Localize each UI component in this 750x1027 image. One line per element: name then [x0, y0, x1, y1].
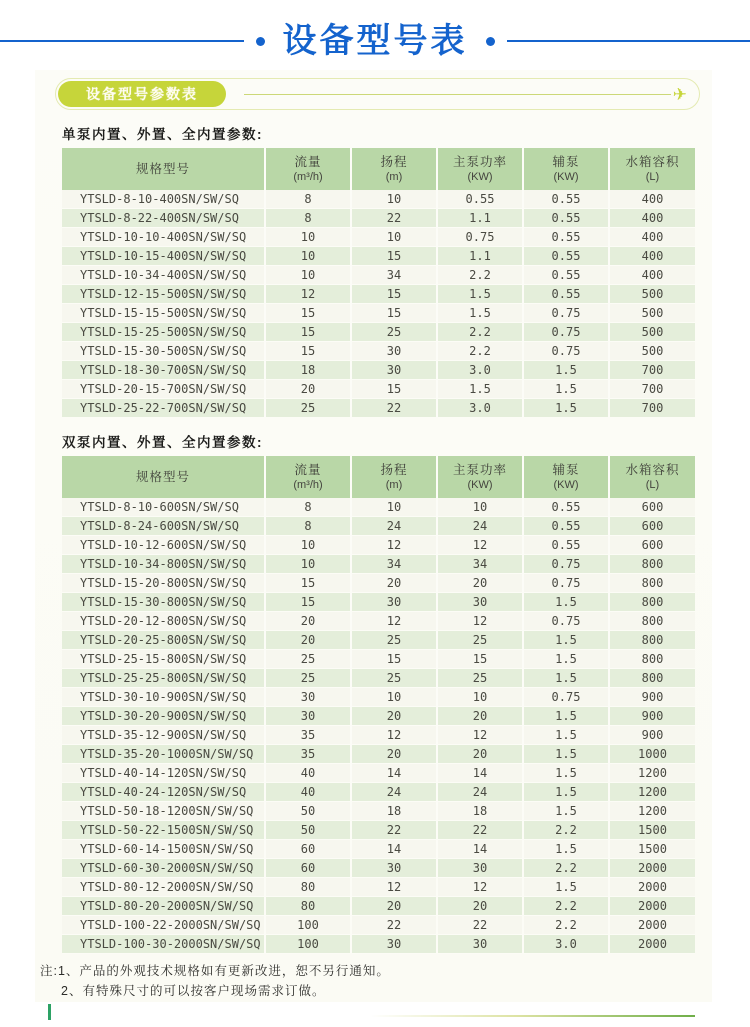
table-row [62, 897, 695, 916]
section-banner [55, 78, 700, 110]
table-cell: 10 [437, 688, 523, 707]
table-cell: 10 [351, 688, 437, 707]
table-cell: YTSLD-40-14-120SN/SW/SQ [62, 764, 265, 783]
table-cell: 800 [609, 555, 695, 574]
table-cell: YTSLD-30-20-900SN/SW/SQ [62, 707, 265, 726]
column-header: 辅泵 (KW) [523, 148, 609, 190]
table-cell: 1000 [609, 745, 695, 764]
table-cell: 22 [351, 209, 437, 228]
table-cell: 0.55 [523, 517, 609, 536]
table-cell: 0.75 [437, 228, 523, 247]
table-cell: 20 [351, 707, 437, 726]
table-cell: 800 [609, 574, 695, 593]
table-cell: YTSLD-15-30-800SN/SW/SQ [62, 593, 265, 612]
table-cell: 0.75 [523, 612, 609, 631]
table-cell: 30 [437, 935, 523, 954]
table-cell: 22 [351, 916, 437, 935]
title-rule-left [0, 40, 244, 42]
table-cell: 20 [351, 574, 437, 593]
table-cell: 0.75 [523, 342, 609, 361]
table-cell: 25 [351, 631, 437, 650]
table-cell: 400 [609, 190, 695, 209]
single-pump-table [62, 148, 695, 418]
table-cell: 12 [351, 536, 437, 555]
table-cell: 20 [351, 745, 437, 764]
table-header-row [62, 148, 695, 190]
table-cell: 15 [265, 593, 351, 612]
table-cell: YTSLD-18-30-700SN/SW/SQ [62, 361, 265, 380]
table-cell: 1.5 [523, 380, 609, 399]
table-cell: 22 [351, 821, 437, 840]
table-cell: YTSLD-15-20-800SN/SW/SQ [62, 574, 265, 593]
footnote-2: 2、有特殊尺寸的可以按客户现场需求订做。 [40, 981, 712, 1001]
table-cell: YTSLD-80-12-2000SN/SW/SQ [62, 878, 265, 897]
table-cell: 40 [265, 783, 351, 802]
table-cell: 1200 [609, 783, 695, 802]
column-header: 主泵功率 (KW) [437, 148, 523, 190]
table-cell: 30 [437, 593, 523, 612]
column-header: 规格型号 [62, 456, 265, 498]
table-row [62, 574, 695, 593]
table-cell: YTSLD-60-30-2000SN/SW/SQ [62, 859, 265, 878]
table-cell: 1.5 [523, 783, 609, 802]
table-row [62, 190, 695, 209]
table-cell: 1.5 [523, 745, 609, 764]
table-cell: 14 [351, 764, 437, 783]
table-cell: 35 [265, 726, 351, 745]
table-cell: 15 [351, 650, 437, 669]
column-header: 辅泵 (KW) [523, 456, 609, 498]
table-row [62, 361, 695, 380]
table-cell: YTSLD-50-18-1200SN/SW/SQ [62, 802, 265, 821]
table-cell: 15 [351, 285, 437, 304]
page-title-row [0, 18, 750, 64]
table-cell: 600 [609, 536, 695, 555]
table-cell: 1.5 [523, 707, 609, 726]
table-cell: YTSLD-10-15-400SN/SW/SQ [62, 247, 265, 266]
table-cell: 10 [351, 498, 437, 517]
table-cell: YTSLD-12-15-500SN/SW/SQ [62, 285, 265, 304]
table-cell: 0.55 [523, 190, 609, 209]
table-cell: 30 [437, 859, 523, 878]
column-header: 扬程 (m) [351, 456, 437, 498]
table-cell: YTSLD-20-25-800SN/SW/SQ [62, 631, 265, 650]
table-cell: 20 [265, 631, 351, 650]
table-cell: 1.5 [523, 650, 609, 669]
table-cell: 10 [265, 228, 351, 247]
banner-rule [244, 94, 671, 95]
table-cell: YTSLD-20-12-800SN/SW/SQ [62, 612, 265, 631]
table-cell: 400 [609, 228, 695, 247]
table-cell: 12 [437, 612, 523, 631]
table-cell: 20 [265, 380, 351, 399]
table-cell: YTSLD-10-34-800SN/SW/SQ [62, 555, 265, 574]
table-cell: 24 [351, 783, 437, 802]
table-cell: 12 [351, 612, 437, 631]
table-row [62, 631, 695, 650]
table-cell: 10 [437, 498, 523, 517]
table-cell: 1500 [609, 840, 695, 859]
table-row [62, 688, 695, 707]
table-row [62, 878, 695, 897]
table-row [62, 669, 695, 688]
table-row [62, 555, 695, 574]
table-cell: 20 [437, 897, 523, 916]
table-row [62, 304, 695, 323]
table-cell: 2.2 [437, 342, 523, 361]
table-cell: YTSLD-8-22-400SN/SW/SQ [62, 209, 265, 228]
table-row [62, 228, 695, 247]
table-cell: 12 [437, 878, 523, 897]
double-pump-table [62, 456, 695, 954]
table-cell: 30 [351, 593, 437, 612]
table-cell: 2.2 [523, 859, 609, 878]
table-cell: 18 [265, 361, 351, 380]
table-cell: 0.55 [523, 285, 609, 304]
table-cell: 1.5 [523, 802, 609, 821]
table-cell: YTSLD-15-30-500SN/SW/SQ [62, 342, 265, 361]
section-heading-single-pump: 单泵内置、外置、全内置参数: [62, 123, 712, 143]
table-cell: 15 [351, 247, 437, 266]
table-cell: YTSLD-30-10-900SN/SW/SQ [62, 688, 265, 707]
table-cell: 900 [609, 688, 695, 707]
table-cell: 60 [265, 840, 351, 859]
table-row [62, 783, 695, 802]
table-row [62, 821, 695, 840]
table-cell: 18 [437, 802, 523, 821]
table-cell: 0.75 [523, 555, 609, 574]
table-row [62, 840, 695, 859]
table-cell: 500 [609, 304, 695, 323]
page-title: 设备型号表 [283, 24, 468, 58]
table-cell: 34 [351, 555, 437, 574]
table-cell: 1.1 [437, 209, 523, 228]
table-cell: 700 [609, 380, 695, 399]
table-row [62, 935, 695, 954]
table-cell: 2.2 [437, 323, 523, 342]
table-row [62, 536, 695, 555]
spec-sheet [35, 70, 712, 1002]
table-cell: 12 [351, 726, 437, 745]
title-rule-right [507, 40, 750, 42]
table-cell: 30 [351, 935, 437, 954]
table-cell: 10 [265, 536, 351, 555]
column-header: 扬程 (m) [351, 148, 437, 190]
table-row [62, 209, 695, 228]
table-cell: 0.75 [523, 323, 609, 342]
table-cell: YTSLD-40-24-120SN/SW/SQ [62, 783, 265, 802]
table-cell: 2.2 [437, 266, 523, 285]
table-cell: 14 [437, 764, 523, 783]
table-cell: 34 [437, 555, 523, 574]
table-cell: 1.5 [523, 593, 609, 612]
table-row [62, 859, 695, 878]
table-cell: 0.55 [437, 190, 523, 209]
table-cell: 30 [265, 707, 351, 726]
table-cell: 15 [437, 650, 523, 669]
table-cell: 1.5 [437, 304, 523, 323]
table-row [62, 726, 695, 745]
table-cell: 0.75 [523, 304, 609, 323]
table-cell: 500 [609, 323, 695, 342]
table-cell: YTSLD-50-22-1500SN/SW/SQ [62, 821, 265, 840]
table-cell: 400 [609, 266, 695, 285]
table-cell: 1.5 [523, 669, 609, 688]
table-cell: 15 [265, 323, 351, 342]
table-cell: 8 [265, 517, 351, 536]
table-cell: 22 [437, 916, 523, 935]
table-cell: 15 [265, 574, 351, 593]
bottom-gradient-rule [370, 1015, 695, 1017]
table-cell: 1.1 [437, 247, 523, 266]
table-cell: 35 [265, 745, 351, 764]
table-cell: 2000 [609, 935, 695, 954]
table-row [62, 707, 695, 726]
table-cell: 1.5 [523, 764, 609, 783]
table-row [62, 745, 695, 764]
table-cell: 14 [437, 840, 523, 859]
table-cell: 24 [437, 517, 523, 536]
table-cell: 10 [265, 555, 351, 574]
table-cell: 1.5 [523, 878, 609, 897]
table-cell: YTSLD-25-15-800SN/SW/SQ [62, 650, 265, 669]
table-cell: 25 [437, 631, 523, 650]
table-row [62, 342, 695, 361]
table-cell: YTSLD-10-34-400SN/SW/SQ [62, 266, 265, 285]
table-row [62, 380, 695, 399]
table-row [62, 593, 695, 612]
table-row [62, 764, 695, 783]
table-cell: 25 [437, 669, 523, 688]
table-cell: 80 [265, 878, 351, 897]
banner-label: 设备型号参数表 [58, 81, 226, 107]
table-cell: 2.2 [523, 897, 609, 916]
title-bullet-right [486, 37, 495, 46]
table-cell: 800 [609, 669, 695, 688]
footnote-1: 注:1、产品的外观技术规格如有更新改进，恕不另行通知。 [40, 961, 712, 981]
table-cell: 100 [265, 935, 351, 954]
table-cell: 2.2 [523, 821, 609, 840]
table-cell: 12 [351, 878, 437, 897]
table-cell: YTSLD-60-14-1500SN/SW/SQ [62, 840, 265, 859]
table-cell: 2000 [609, 859, 695, 878]
section-heading-double-pump: 双泵内置、外置、全内置参数: [62, 431, 712, 451]
table-cell: 10 [351, 190, 437, 209]
table-cell: 8 [265, 209, 351, 228]
table-cell: 400 [609, 247, 695, 266]
table-cell: 600 [609, 517, 695, 536]
table-cell: YTSLD-100-30-2000SN/SW/SQ [62, 935, 265, 954]
table-cell: 15 [265, 304, 351, 323]
table-cell: 25 [351, 669, 437, 688]
table-cell: YTSLD-8-10-600SN/SW/SQ [62, 498, 265, 517]
table-cell: 1500 [609, 821, 695, 840]
table-cell: 1.5 [523, 361, 609, 380]
table-cell: 400 [609, 209, 695, 228]
table-cell: 40 [265, 764, 351, 783]
table-cell: 800 [609, 650, 695, 669]
table-cell: 0.55 [523, 498, 609, 517]
table-cell: 30 [265, 688, 351, 707]
table-cell: 24 [351, 517, 437, 536]
table-cell: 2.2 [523, 916, 609, 935]
table-row [62, 517, 695, 536]
table-cell: 0.75 [523, 688, 609, 707]
table-cell: 1200 [609, 802, 695, 821]
table-cell: 25 [265, 669, 351, 688]
table-cell: 1.5 [523, 840, 609, 859]
table-cell: 18 [351, 802, 437, 821]
table-cell: 30 [351, 361, 437, 380]
table-cell: YTSLD-35-20-1000SN/SW/SQ [62, 745, 265, 764]
table-cell: 22 [437, 821, 523, 840]
table-cell: 700 [609, 361, 695, 380]
table-cell: 10 [265, 247, 351, 266]
table-cell: 22 [351, 399, 437, 418]
table-row [62, 612, 695, 631]
table-cell: 20 [437, 574, 523, 593]
table-cell: 20 [437, 745, 523, 764]
column-header: 流量 (m³/h) [265, 148, 351, 190]
table-cell: 500 [609, 285, 695, 304]
bottom-decoration-area [35, 1001, 712, 1027]
table-cell: YTSLD-10-10-400SN/SW/SQ [62, 228, 265, 247]
table-cell: 1.5 [437, 285, 523, 304]
table-cell: YTSLD-10-12-600SN/SW/SQ [62, 536, 265, 555]
column-header: 规格型号 [62, 148, 265, 190]
table-cell: 12 [437, 536, 523, 555]
table-cell: 1.5 [523, 399, 609, 418]
table-cell: 50 [265, 802, 351, 821]
table-row [62, 916, 695, 935]
column-header: 水箱容积 (L) [609, 148, 695, 190]
green-tick-mark [48, 1004, 51, 1020]
table-cell: 700 [609, 399, 695, 418]
table-cell: 2000 [609, 897, 695, 916]
table-cell: YTSLD-35-12-900SN/SW/SQ [62, 726, 265, 745]
table-cell: 500 [609, 342, 695, 361]
column-header: 水箱容积 (L) [609, 456, 695, 498]
table-cell: 30 [351, 342, 437, 361]
table-row [62, 498, 695, 517]
table-row [62, 323, 695, 342]
footnotes [40, 961, 712, 1001]
table-cell: 30 [351, 859, 437, 878]
table-cell: 12 [437, 726, 523, 745]
table-cell: 10 [351, 228, 437, 247]
table-cell: 1.5 [437, 380, 523, 399]
table-cell: YTSLD-25-22-700SN/SW/SQ [62, 399, 265, 418]
table-cell: 20 [265, 612, 351, 631]
table-cell: 15 [351, 380, 437, 399]
table-cell: 12 [265, 285, 351, 304]
table-cell: YTSLD-25-25-800SN/SW/SQ [62, 669, 265, 688]
table-cell: YTSLD-20-15-700SN/SW/SQ [62, 380, 265, 399]
table-row [62, 650, 695, 669]
table-cell: 34 [351, 266, 437, 285]
table-cell: 0.55 [523, 228, 609, 247]
table-cell: 10 [265, 266, 351, 285]
table-cell: 800 [609, 612, 695, 631]
table-cell: 0.55 [523, 536, 609, 555]
table-cell: 24 [437, 783, 523, 802]
table-cell: 900 [609, 707, 695, 726]
table-cell: YTSLD-8-10-400SN/SW/SQ [62, 190, 265, 209]
table-cell: 15 [351, 304, 437, 323]
table-cell: YTSLD-100-22-2000SN/SW/SQ [62, 916, 265, 935]
table-cell: 0.55 [523, 209, 609, 228]
table-cell: 15 [265, 342, 351, 361]
table-cell: 0.75 [523, 574, 609, 593]
table-cell: 2000 [609, 878, 695, 897]
table-cell: 80 [265, 897, 351, 916]
table-row [62, 285, 695, 304]
table-cell: 0.55 [523, 266, 609, 285]
table-cell: 50 [265, 821, 351, 840]
table-cell: YTSLD-8-24-600SN/SW/SQ [62, 517, 265, 536]
column-header: 流量 (m³/h) [265, 456, 351, 498]
table-cell: 8 [265, 498, 351, 517]
table-cell: 2000 [609, 916, 695, 935]
table-cell: 600 [609, 498, 695, 517]
table-cell: 900 [609, 726, 695, 745]
table-cell: 25 [265, 399, 351, 418]
table-cell: 3.0 [437, 361, 523, 380]
table-row [62, 266, 695, 285]
table-cell: 20 [437, 707, 523, 726]
table-row [62, 802, 695, 821]
table-row [62, 399, 695, 418]
table-cell: 1200 [609, 764, 695, 783]
table-cell: 1.5 [523, 631, 609, 650]
table-cell: 25 [351, 323, 437, 342]
table-cell: 800 [609, 593, 695, 612]
table-cell: YTSLD-80-20-2000SN/SW/SQ [62, 897, 265, 916]
column-header: 主泵功率 (KW) [437, 456, 523, 498]
table-cell: 14 [351, 840, 437, 859]
plane-icon: ✈ [673, 86, 687, 103]
table-cell: 20 [351, 897, 437, 916]
table-cell: YTSLD-15-15-500SN/SW/SQ [62, 304, 265, 323]
table-cell: 0.55 [523, 247, 609, 266]
table-cell: 60 [265, 859, 351, 878]
table-cell: 8 [265, 190, 351, 209]
title-bullet-left [256, 37, 265, 46]
table-cell: 25 [265, 650, 351, 669]
table-cell: 1.5 [523, 726, 609, 745]
table-header-row [62, 456, 695, 498]
table-cell: 800 [609, 631, 695, 650]
table-cell: 3.0 [523, 935, 609, 954]
table-cell: 3.0 [437, 399, 523, 418]
table-cell: 100 [265, 916, 351, 935]
table-row [62, 247, 695, 266]
table-cell: YTSLD-15-25-500SN/SW/SQ [62, 323, 265, 342]
